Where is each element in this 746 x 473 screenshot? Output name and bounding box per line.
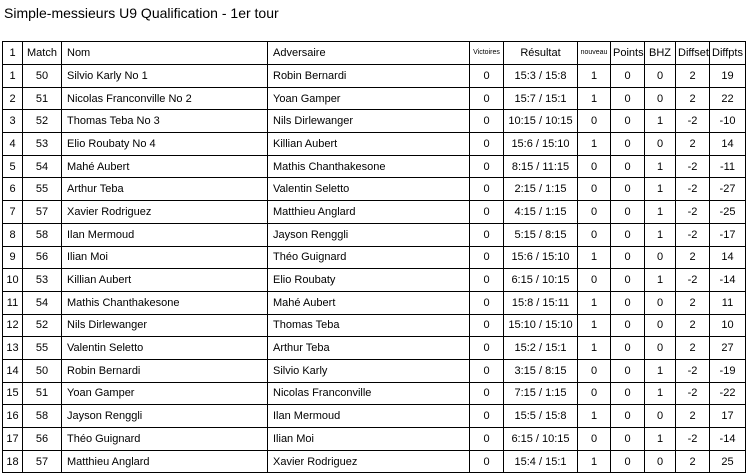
- cell-nom: Nils Dirlewanger: [62, 314, 268, 337]
- cell-nom: Théo Guignard: [62, 428, 268, 451]
- cell-nom: Silvio Karly No 1: [62, 65, 268, 88]
- cell-rank: 9: [3, 246, 23, 269]
- cell-adversaire: Mathis Chanthakesone: [268, 155, 470, 178]
- cell-diffset: -2: [676, 201, 710, 224]
- cell-diffset: -2: [676, 178, 710, 201]
- cell-bhz: 0: [645, 291, 676, 314]
- cell-adversaire: Jayson Renggli: [268, 223, 470, 246]
- cell-nouveau: 0: [578, 269, 611, 292]
- cell-resultat: 15:6 / 15:10: [504, 246, 578, 269]
- cell-bhz: 0: [645, 65, 676, 88]
- table-row: [3, 382, 746, 405]
- col-header-bhz: BHZ: [645, 42, 676, 65]
- cell-nouveau: 0: [578, 223, 611, 246]
- cell-rank: 11: [3, 291, 23, 314]
- cell-diffpts: -17: [710, 223, 746, 246]
- cell-victoires: 0: [470, 201, 504, 224]
- table-row: [3, 337, 746, 360]
- cell-bhz: 0: [645, 314, 676, 337]
- cell-diffset: 2: [676, 87, 710, 110]
- cell-match: 54: [23, 155, 62, 178]
- cell-resultat: 8:15 / 11:15: [504, 155, 578, 178]
- results-body: [3, 65, 746, 473]
- cell-match: 57: [23, 450, 62, 473]
- cell-victoires: 0: [470, 87, 504, 110]
- cell-nouveau: 1: [578, 405, 611, 428]
- cell-nouveau: 0: [578, 155, 611, 178]
- cell-nom: Mahé Aubert: [62, 155, 268, 178]
- cell-nom: Yoan Gamper: [62, 382, 268, 405]
- cell-victoires: 0: [470, 155, 504, 178]
- cell-nouveau: 1: [578, 291, 611, 314]
- table-row: [3, 428, 746, 451]
- cell-adversaire: Robin Bernardi: [268, 65, 470, 88]
- cell-adversaire: Arthur Teba: [268, 337, 470, 360]
- cell-victoires: 0: [470, 428, 504, 451]
- cell-adversaire: Elio Roubaty: [268, 269, 470, 292]
- cell-diffpts: 17: [710, 405, 746, 428]
- table-row: [3, 291, 746, 314]
- cell-adversaire: Valentin Seletto: [268, 178, 470, 201]
- cell-match: 51: [23, 382, 62, 405]
- table-row: [3, 178, 746, 201]
- col-header-nom: Nom: [62, 42, 268, 65]
- cell-nouveau: 0: [578, 428, 611, 451]
- cell-match: 54: [23, 291, 62, 314]
- cell-bhz: 1: [645, 155, 676, 178]
- cell-rank: 12: [3, 314, 23, 337]
- cell-rank: 10: [3, 269, 23, 292]
- cell-match: 58: [23, 405, 62, 428]
- cell-bhz: 0: [645, 337, 676, 360]
- cell-diffset: 2: [676, 246, 710, 269]
- cell-nom: Robin Bernardi: [62, 359, 268, 382]
- cell-match: 50: [23, 359, 62, 382]
- cell-adversaire: Silvio Karly: [268, 359, 470, 382]
- col-header-match: Match: [23, 42, 62, 65]
- table-row: [3, 246, 746, 269]
- cell-diffset: 2: [676, 337, 710, 360]
- cell-nom: Killian Aubert: [62, 269, 268, 292]
- cell-nouveau: 1: [578, 337, 611, 360]
- table-row: [3, 223, 746, 246]
- cell-rank: 18: [3, 450, 23, 473]
- cell-nouveau: 0: [578, 110, 611, 133]
- cell-resultat: 15:5 / 15:8: [504, 405, 578, 428]
- header-row: [3, 42, 746, 65]
- cell-adversaire: Nicolas Franconville: [268, 382, 470, 405]
- cell-points: 0: [611, 405, 645, 428]
- cell-diffpts: -22: [710, 382, 746, 405]
- cell-rank: 5: [3, 155, 23, 178]
- cell-nom: Xavier Rodriguez: [62, 201, 268, 224]
- cell-resultat: 15:8 / 15:11: [504, 291, 578, 314]
- cell-resultat: 15:4 / 15:1: [504, 450, 578, 473]
- cell-nom: Arthur Teba: [62, 178, 268, 201]
- cell-resultat: 3:15 / 8:15: [504, 359, 578, 382]
- table-row: [3, 269, 746, 292]
- cell-diffpts: 25: [710, 450, 746, 473]
- cell-rank: 6: [3, 178, 23, 201]
- cell-rank: 8: [3, 223, 23, 246]
- col-header-victoires: Victoires: [470, 42, 504, 65]
- cell-bhz: 0: [645, 450, 676, 473]
- cell-rank: 15: [3, 382, 23, 405]
- cell-adversaire: Killian Aubert: [268, 133, 470, 156]
- cell-victoires: 0: [470, 314, 504, 337]
- table-row: [3, 314, 746, 337]
- cell-nom: Jayson Renggli: [62, 405, 268, 428]
- cell-victoires: 0: [470, 450, 504, 473]
- results-table: [2, 41, 746, 473]
- cell-adversaire: Nils Dirlewanger: [268, 110, 470, 133]
- cell-match: 55: [23, 337, 62, 360]
- col-header-diffset: Diffset: [676, 42, 710, 65]
- table-row: [3, 65, 746, 88]
- cell-match: 56: [23, 428, 62, 451]
- cell-match: 56: [23, 246, 62, 269]
- cell-adversaire: Théo Guignard: [268, 246, 470, 269]
- cell-bhz: 1: [645, 428, 676, 451]
- cell-match: 51: [23, 87, 62, 110]
- cell-rank: 4: [3, 133, 23, 156]
- cell-bhz: 1: [645, 223, 676, 246]
- cell-diffpts: -19: [710, 359, 746, 382]
- table-row: [3, 87, 746, 110]
- cell-nouveau: 1: [578, 87, 611, 110]
- cell-diffset: 2: [676, 291, 710, 314]
- cell-rank: 14: [3, 359, 23, 382]
- cell-nouveau: 1: [578, 314, 611, 337]
- col-header-points: Points: [611, 42, 645, 65]
- cell-nom: Valentin Seletto: [62, 337, 268, 360]
- cell-points: 0: [611, 291, 645, 314]
- cell-resultat: 15:2 / 15:1: [504, 337, 578, 360]
- cell-victoires: 0: [470, 291, 504, 314]
- cell-resultat: 5:15 / 8:15: [504, 223, 578, 246]
- cell-points: 0: [611, 428, 645, 451]
- cell-match: 53: [23, 133, 62, 156]
- cell-resultat: 15:7 / 15:1: [504, 87, 578, 110]
- cell-resultat: 15:6 / 15:10: [504, 133, 578, 156]
- cell-nom: Ilan Mermoud: [62, 223, 268, 246]
- cell-resultat: 6:15 / 10:15: [504, 428, 578, 451]
- cell-resultat: 7:15 / 1:15: [504, 382, 578, 405]
- cell-victoires: 0: [470, 65, 504, 88]
- cell-diffpts: 14: [710, 133, 746, 156]
- table-row: [3, 359, 746, 382]
- cell-nom: Mathis Chanthakesone: [62, 291, 268, 314]
- cell-victoires: 0: [470, 269, 504, 292]
- cell-victoires: 0: [470, 337, 504, 360]
- cell-diffset: -2: [676, 269, 710, 292]
- cell-diffpts: 10: [710, 314, 746, 337]
- cell-rank: 13: [3, 337, 23, 360]
- col-header-nouveau: nouveau: [578, 42, 611, 65]
- cell-points: 0: [611, 382, 645, 405]
- cell-match: 57: [23, 201, 62, 224]
- cell-diffpts: -14: [710, 428, 746, 451]
- cell-victoires: 0: [470, 359, 504, 382]
- cell-bhz: 0: [645, 87, 676, 110]
- table-row: [3, 110, 746, 133]
- cell-match: 55: [23, 178, 62, 201]
- cell-adversaire: Mahé Aubert: [268, 291, 470, 314]
- cell-diffpts: -27: [710, 178, 746, 201]
- cell-points: 0: [611, 337, 645, 360]
- table-row: [3, 201, 746, 224]
- cell-points: 0: [611, 110, 645, 133]
- cell-resultat: 10:15 / 10:15: [504, 110, 578, 133]
- cell-diffpts: -25: [710, 201, 746, 224]
- cell-points: 0: [611, 178, 645, 201]
- cell-victoires: 0: [470, 405, 504, 428]
- cell-match: 58: [23, 223, 62, 246]
- cell-nom: Elio Roubaty No 4: [62, 133, 268, 156]
- cell-nouveau: 0: [578, 359, 611, 382]
- cell-diffset: -2: [676, 428, 710, 451]
- cell-diffset: -2: [676, 223, 710, 246]
- cell-bhz: 0: [645, 405, 676, 428]
- cell-points: 0: [611, 450, 645, 473]
- cell-diffpts: -11: [710, 155, 746, 178]
- cell-diffset: 2: [676, 405, 710, 428]
- cell-nom: Thomas Teba No 3: [62, 110, 268, 133]
- cell-match: 53: [23, 269, 62, 292]
- cell-rank: 3: [3, 110, 23, 133]
- cell-bhz: 1: [645, 359, 676, 382]
- cell-nouveau: 1: [578, 450, 611, 473]
- cell-diffset: 2: [676, 65, 710, 88]
- cell-bhz: 0: [645, 246, 676, 269]
- cell-rank: 2: [3, 87, 23, 110]
- cell-diffset: -2: [676, 110, 710, 133]
- cell-points: 0: [611, 246, 645, 269]
- cell-diffset: 2: [676, 314, 710, 337]
- cell-adversaire: Ilian Moi: [268, 428, 470, 451]
- cell-diffset: -2: [676, 382, 710, 405]
- cell-points: 0: [611, 133, 645, 156]
- table-row: [3, 405, 746, 428]
- cell-resultat: 15:3 / 15:8: [504, 65, 578, 88]
- cell-nouveau: 0: [578, 201, 611, 224]
- cell-diffset: 2: [676, 450, 710, 473]
- cell-resultat: 4:15 / 1:15: [504, 201, 578, 224]
- cell-resultat: 6:15 / 10:15: [504, 269, 578, 292]
- cell-nouveau: 1: [578, 133, 611, 156]
- cell-resultat: 2:15 / 1:15: [504, 178, 578, 201]
- cell-points: 0: [611, 65, 645, 88]
- cell-adversaire: Matthieu Anglard: [268, 201, 470, 224]
- cell-bhz: 1: [645, 110, 676, 133]
- cell-victoires: 0: [470, 178, 504, 201]
- cell-victoires: 0: [470, 110, 504, 133]
- cell-bhz: 1: [645, 382, 676, 405]
- cell-nouveau: 0: [578, 382, 611, 405]
- cell-bhz: 1: [645, 269, 676, 292]
- cell-points: 0: [611, 87, 645, 110]
- cell-match: 52: [23, 314, 62, 337]
- cell-bhz: 1: [645, 201, 676, 224]
- cell-rank: 17: [3, 428, 23, 451]
- cell-diffpts: 11: [710, 291, 746, 314]
- cell-diffpts: -10: [710, 110, 746, 133]
- cell-adversaire: Thomas Teba: [268, 314, 470, 337]
- cell-points: 0: [611, 155, 645, 178]
- col-header-rank: 1: [3, 42, 23, 65]
- cell-adversaire: Ilan Mermoud: [268, 405, 470, 428]
- cell-rank: 7: [3, 201, 23, 224]
- cell-diffpts: -14: [710, 269, 746, 292]
- cell-diffset: -2: [676, 155, 710, 178]
- cell-bhz: 1: [645, 178, 676, 201]
- cell-diffpts: 19: [710, 65, 746, 88]
- cell-bhz: 0: [645, 133, 676, 156]
- col-header-resultat: Résultat: [504, 42, 578, 65]
- cell-points: 0: [611, 359, 645, 382]
- cell-diffpts: 27: [710, 337, 746, 360]
- cell-diffset: -2: [676, 359, 710, 382]
- cell-diffpts: 14: [710, 246, 746, 269]
- col-header-diffpts: Diffpts: [710, 42, 746, 65]
- cell-points: 0: [611, 223, 645, 246]
- cell-rank: 1: [3, 65, 23, 88]
- cell-nom: Nicolas Franconville No 2: [62, 87, 268, 110]
- cell-nom: Ilian Moi: [62, 246, 268, 269]
- cell-points: 0: [611, 269, 645, 292]
- cell-match: 52: [23, 110, 62, 133]
- table-row: [3, 450, 746, 473]
- cell-points: 0: [611, 314, 645, 337]
- cell-match: 50: [23, 65, 62, 88]
- cell-diffset: 2: [676, 133, 710, 156]
- cell-diffpts: 22: [710, 87, 746, 110]
- page-title: Simple-messieurs U9 Qualification - 1er tour: [4, 5, 279, 21]
- table-row: [3, 155, 746, 178]
- cell-resultat: 15:10 / 15:10: [504, 314, 578, 337]
- cell-victoires: 0: [470, 382, 504, 405]
- cell-rank: 16: [3, 405, 23, 428]
- col-header-adversaire: Adversaire: [268, 42, 470, 65]
- cell-points: 0: [611, 201, 645, 224]
- cell-victoires: 0: [470, 246, 504, 269]
- cell-victoires: 0: [470, 133, 504, 156]
- cell-nouveau: 0: [578, 178, 611, 201]
- cell-victoires: 0: [470, 223, 504, 246]
- cell-nom: Matthieu Anglard: [62, 450, 268, 473]
- cell-nouveau: 1: [578, 65, 611, 88]
- table-row: [3, 133, 746, 156]
- cell-adversaire: Yoan Gamper: [268, 87, 470, 110]
- cell-adversaire: Xavier Rodriguez: [268, 450, 470, 473]
- cell-nouveau: 1: [578, 246, 611, 269]
